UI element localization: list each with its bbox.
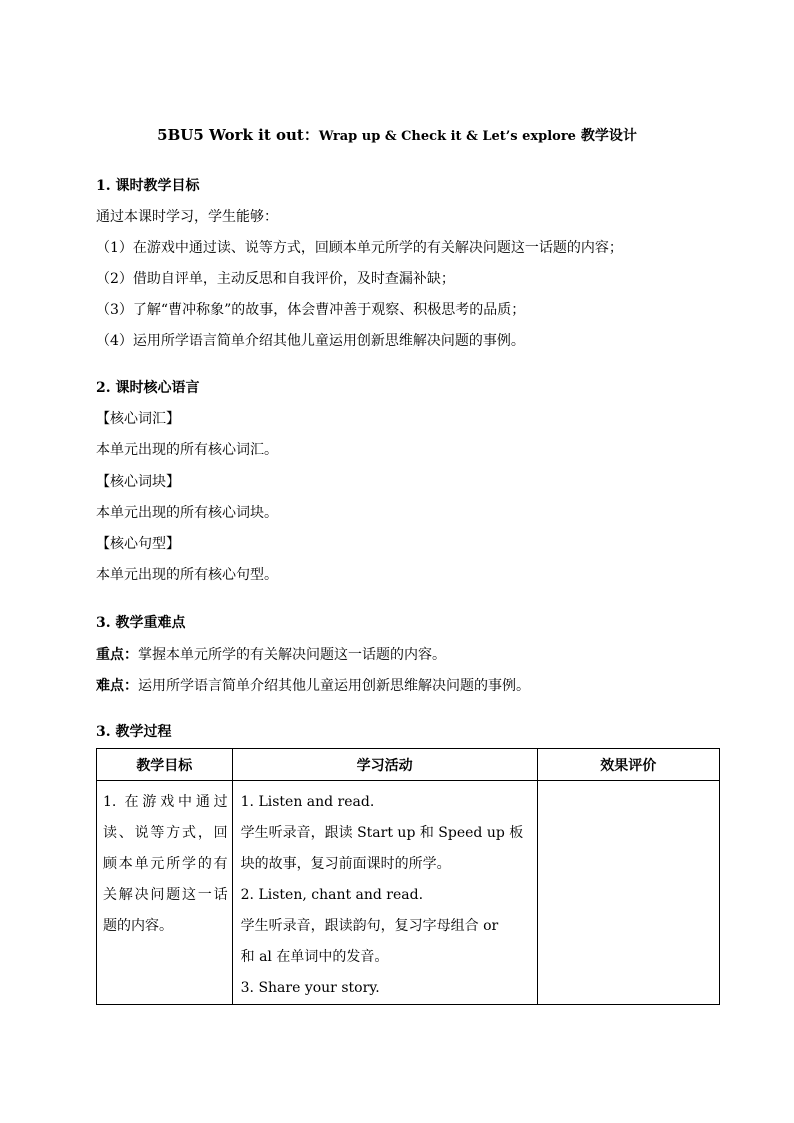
activity-line: 1. Listen and read. (240, 794, 375, 810)
header-activity: 学习活动 (232, 749, 537, 781)
activity-line: 3. Share your story. (240, 980, 380, 996)
section-1-heading: 1. 课时教学目标 (96, 178, 200, 194)
key-point-label: 重点： (96, 647, 138, 663)
section-2-heading: 2. 课时核心语言 (96, 380, 200, 396)
section-1-intro: 通过本课时学习，学生能够： (96, 209, 278, 225)
phrase-label: 【核心词块】 (96, 474, 180, 490)
difficult-point (96, 676, 530, 696)
pattern-text: 本单元出现的所有核心句型。 (96, 567, 278, 583)
activity-cell (232, 781, 537, 1005)
evaluation-cell (537, 781, 719, 1005)
table-header-row (97, 749, 720, 781)
difficult-point-text: 运用所学语言简单介绍其他儿童运用创新思维解决问题的事例。 (138, 678, 530, 694)
objective-item: （3）了解“曹冲称象”的故事，体会曹冲善于观察、积极思考的品质； (96, 302, 526, 318)
section-4-heading: 3. 教学过程 (96, 724, 172, 740)
document-title (0, 124, 794, 145)
phrase-text: 本单元出现的所有核心词块。 (96, 505, 278, 521)
teaching-process-table (96, 748, 720, 1005)
key-point (96, 645, 446, 665)
objective-item: （1）在游戏中通过读、说等方式，回顾本单元所学的有关解决问题这一话题的内容； (96, 240, 623, 256)
activity-line: 学生听录音，跟读韵句，复习字母组合 or (240, 918, 499, 934)
table-row (97, 781, 720, 1005)
difficult-point-label: 难点： (96, 678, 138, 694)
activity-line: 2. Listen, chant and read. (240, 887, 424, 903)
activity-line: 学生听录音，跟读 Start up 和 Speed up 板 (240, 825, 524, 841)
vocab-text: 本单元出现的所有核心词汇。 (96, 442, 278, 458)
title-sub: Wrap up & Check it & Let’s explore (318, 129, 576, 144)
activity-line: 和 al 在单词中的发音。 (240, 949, 389, 965)
objective-item: （4）运用所学语言简单介绍其他儿童运用创新思维解决问题的事例。 (96, 333, 525, 349)
header-goal: 教学目标 (97, 749, 233, 781)
header-evaluation: 效果评价 (537, 749, 719, 781)
title-main: 5BU5 Work it out： (157, 126, 319, 144)
vocab-label: 【核心词汇】 (96, 411, 180, 427)
title-end: 教学设计 (575, 128, 637, 144)
activity-line: 块的故事，复习前面课时的所学。 (240, 856, 451, 872)
objective-item: （2）借助自评单，主动反思和自我评价，及时查漏补缺； (96, 271, 455, 287)
key-point-text: 掌握本单元所学的有关解决问题这一话题的内容。 (138, 647, 446, 663)
goal-cell: 1. 在游戏中通过读、说等方式，回顾本单元所学的有关解决问题这一话题的内容。 (97, 781, 233, 1005)
section-3-heading: 3. 教学重难点 (96, 615, 186, 631)
pattern-label: 【核心句型】 (96, 536, 180, 552)
